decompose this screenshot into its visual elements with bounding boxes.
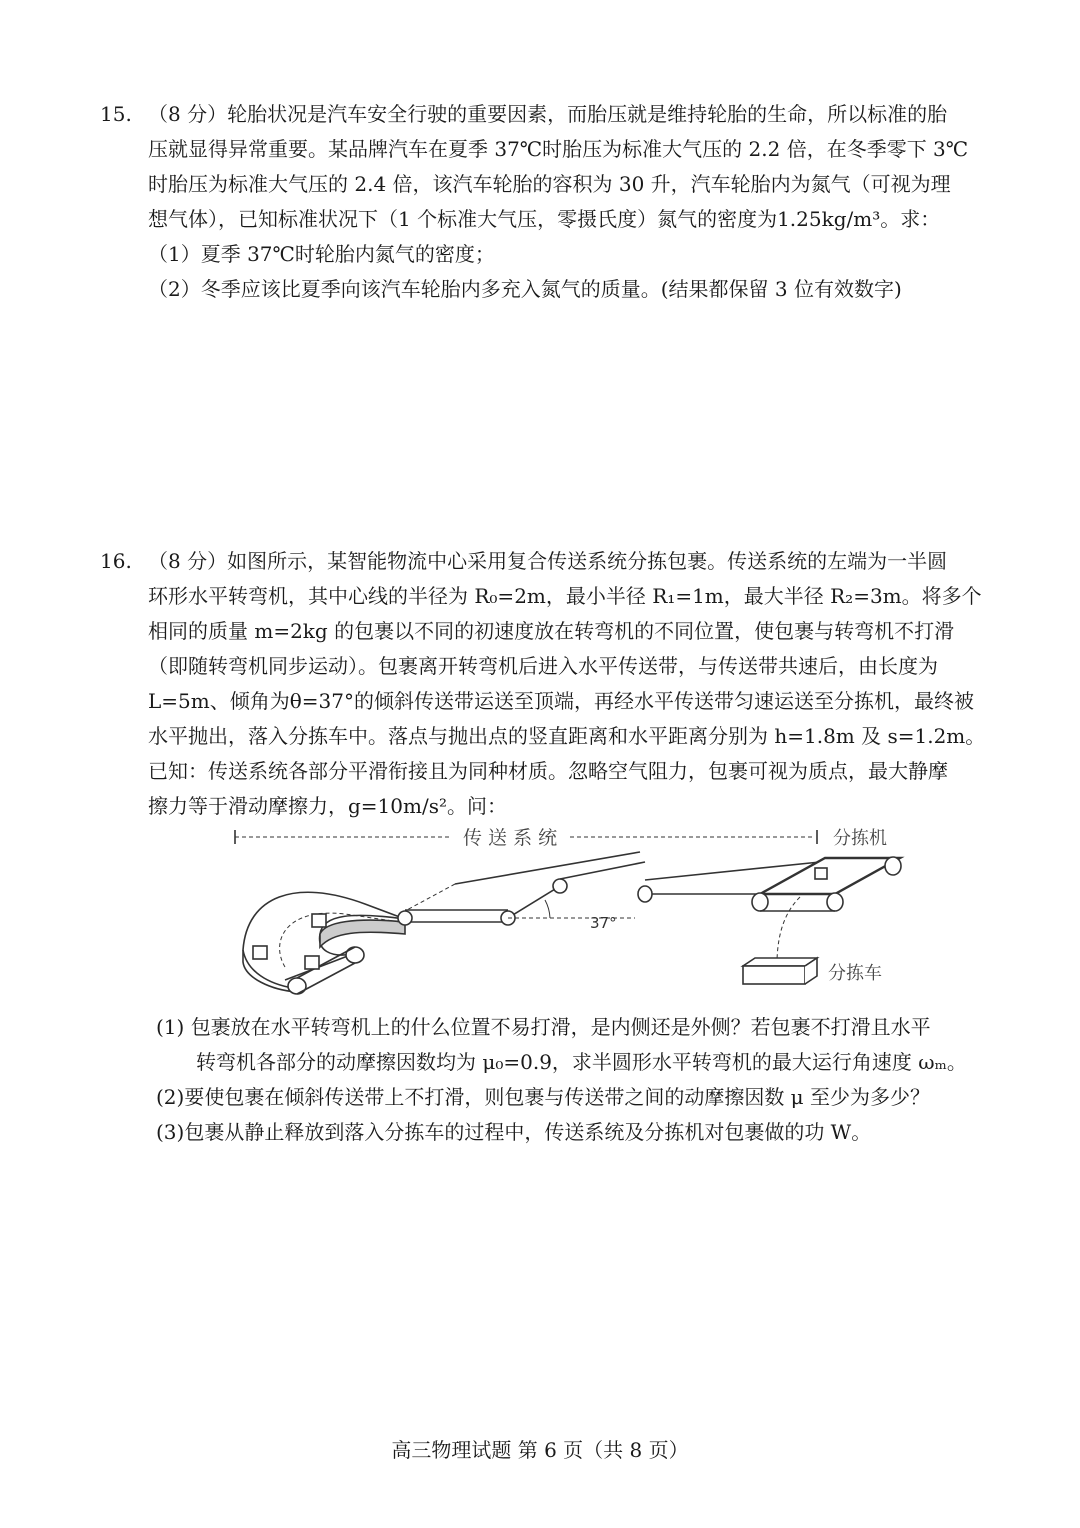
q16-stem-line: （即随转弯机同步运动）。包裹离开转弯机后进入水平传送带，与传送带共速后，由长度为 xyxy=(148,654,938,678)
q16-stem-line: L=5m、倾角为θ=37°的倾斜传送带运送至顶端，再经水平传送带匀速运送至分拣机，最终被 xyxy=(148,689,974,713)
conveyor-system-figure xyxy=(225,822,925,1002)
q15-stem-line: 轮胎状况是汽车安全行驶的重要因素，而胎压就是维持轮胎的生命，所以标准的胎 xyxy=(227,102,948,126)
q16-stem-line: 如图所示，某智能物流中心采用复合传送系统分拣包裹。传送系统的左端为一半圆 xyxy=(227,549,948,573)
q16-stem-line: 相同的质量 m=2kg 的包裹以不同的初速度放在转弯机的不同位置，使包裹与转弯机不打滑 xyxy=(148,619,955,643)
upper-belt-edge xyxy=(560,862,645,879)
parcel-icon xyxy=(253,946,267,959)
q15-stem-line: 时胎压为标准大气压的 2.4 倍，该汽车轮胎的容积为 30 升，汽车轮胎内为氮气（可视为理 xyxy=(148,172,951,196)
angle-arc xyxy=(545,900,550,918)
sorter-label: 分拣机 xyxy=(833,828,887,849)
roller-exit-right xyxy=(346,947,364,963)
roller-horizontal-left xyxy=(398,911,412,925)
system-label: 传 送 系 统 xyxy=(463,827,558,849)
q16-stem-line: 已知：传送系统各部分平滑衔接且为同种材质。忽略空气阻力，包裹可视为质点，最大静摩 xyxy=(148,759,948,783)
q15-score: （8 分） xyxy=(148,102,228,126)
q16-stem-line: 环形水平转弯机，其中心线的半径为 R₀=2m，最小半径 R₁=1m，最大半径 R₂=3m。将多个 xyxy=(148,584,982,608)
cart-label: 分拣车 xyxy=(828,963,882,984)
q15-sub-question-1: （1）夏季 37℃时轮胎内氮气的密度； xyxy=(148,242,495,266)
roller-exit-left xyxy=(288,978,306,994)
q16-score: （8 分） xyxy=(148,549,228,573)
turning-machine-outer-side xyxy=(243,950,293,988)
q16-line-1 xyxy=(100,544,990,579)
q16-sub-question-1: (1) 包裹放在水平转弯机上的什么位置不易打滑，是内侧还是外侧？若包裹不打滑且水平 xyxy=(156,1015,931,1039)
page-footer: 高三物理试题 第 6 页（共 8 页） xyxy=(391,1438,689,1462)
belt-dashed-edge xyxy=(405,884,455,911)
question-15 xyxy=(100,97,990,307)
conveyor-diagram xyxy=(225,822,925,1002)
inclined-belt-lower-edge xyxy=(508,886,560,918)
roller-sorter-left xyxy=(752,893,768,911)
q15-number: 15. xyxy=(100,102,132,126)
q16-sub-question-2: (2)要使包裹在倾斜传送带上不打滑，则包裹与传送带之间的动摩擦因数 μ 至少为多少？ xyxy=(156,1085,931,1109)
q15-stem-line: 压就显得异常重要。某品牌汽车在夏季 37℃时胎压为标准大气压的 2.2 倍，在冬季零下 3℃ xyxy=(148,137,969,161)
roller-sorter-right xyxy=(827,893,843,911)
sorting-cart xyxy=(743,966,805,984)
q16-sub-question-3: (3)包裹从静止释放到落入分拣车的过程中，传送系统及分拣机对包裹做的功 W。 xyxy=(156,1120,872,1144)
sorter-machine xyxy=(760,858,900,894)
roller-incline-top xyxy=(553,879,567,893)
q15-line-1 xyxy=(100,97,990,132)
parcel-icon xyxy=(305,956,319,969)
q16-sub-question-1-cont: 转弯机各部分的动摩擦因数均为 μ₀=0.9，求半圆形水平转弯机的最大运行角速度 ωₘ。 xyxy=(196,1050,967,1074)
q16-number: 16. xyxy=(100,549,132,573)
q16-stem-line: 擦力等于滑动摩擦力，g=10m/s²。问： xyxy=(148,794,507,818)
parcel-icon xyxy=(312,914,326,927)
question-16-sub-questions xyxy=(100,1010,990,1150)
q16-stem-line: 水平抛出，落入分拣车中。落点与抛出点的竖直距离和水平距离分别为 h=1.8m 及 s=1.2m。 xyxy=(148,724,986,748)
angle-label: 37° xyxy=(590,914,617,932)
turning-machine-inner-band xyxy=(320,920,405,947)
roller-upper xyxy=(638,886,652,902)
q15-sub-question-2: （2）冬季应该比夏季向该汽车轮胎内多充入氮气的质量。(结果都保留 3 位有效数字) xyxy=(148,277,902,301)
roller-sorter-back xyxy=(885,857,901,875)
question-16 xyxy=(100,544,990,824)
parcel-icon xyxy=(815,868,827,879)
projectile-trajectory xyxy=(777,897,800,960)
q15-stem-line: 想气体），已知标准状况下（1 个标准大气压，零摄氏度）氮气的密度为1.25kg/m³。求： xyxy=(148,207,941,231)
